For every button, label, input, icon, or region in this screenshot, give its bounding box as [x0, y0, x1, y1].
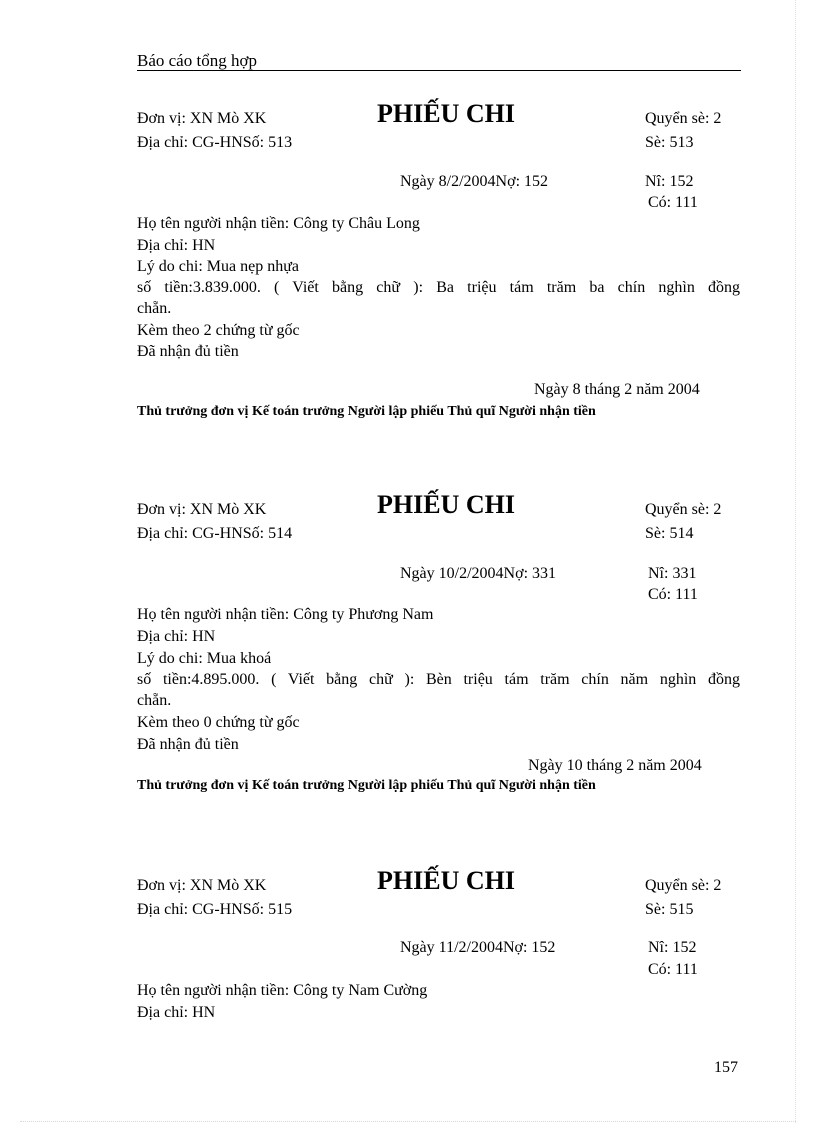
date-debit: Ngày 8/2/2004Nợ: 152 — [400, 173, 549, 190]
date-debit: Ngày 10/2/2004Nợ: 331 — [400, 565, 557, 582]
recipient-address: Địa chỉ: HN — [137, 628, 216, 645]
voucher-number: Sè: 514 — [645, 525, 694, 542]
address-number: Địa chỉ: CG-HNSố: 514 — [137, 525, 293, 542]
recipient-name: Họ tên người nhận tiền: Công ty Phương Nam — [137, 606, 434, 623]
payment-reason: Lý do chi: Mua khoá — [137, 650, 272, 667]
voucher-number: Sè: 513 — [645, 134, 694, 151]
unit-label: Đơn vị: XN Mò XK — [137, 877, 267, 894]
address-number: Địa chỉ: CG-HNSố: 515 — [137, 901, 293, 918]
recipient-name: Họ tên người nhận tiền: Công ty Nam Cường — [137, 982, 428, 999]
attachments: Kèm theo 2 chứng từ gốc — [137, 322, 300, 339]
unit-label: Đơn vị: XN Mò XK — [137, 110, 267, 127]
signing-date: Ngày 8 tháng 2 năm 2004 — [534, 381, 700, 398]
voucher-title: PHIẾU CHI — [377, 490, 515, 519]
received-note: Đã nhận đủ tiền — [137, 736, 239, 753]
credit-account: Có: 111 — [648, 194, 698, 211]
signing-date: Ngày 10 tháng 2 năm 2004 — [528, 757, 702, 774]
address-number: Địa chỉ: CG-HNSố: 513 — [137, 134, 293, 151]
header-rule — [137, 70, 741, 71]
book-number: Quyển sè: 2 — [645, 110, 722, 127]
recipient-address: Địa chỉ: HN — [137, 1004, 216, 1021]
credit-account: Có: 111 — [648, 586, 698, 603]
unit-label: Đơn vị: XN Mò XK — [137, 501, 267, 518]
signatures-row: Thủ trưởng đơn vị Kế toán trưởng Người lập phiếu Thủ quĩ Người nhận tiền — [137, 778, 596, 793]
received-note: Đã nhận đủ tiền — [137, 343, 239, 360]
page-bottom-border — [20, 1121, 796, 1122]
voucher-title: PHIẾU CHI — [377, 99, 515, 128]
debit-account: Nî: 152 — [648, 939, 697, 956]
amount-line: số tiền:3.839.000. ( Viết bằng chữ ): Ba triệu tám trăm ba chín nghìn đồng — [137, 279, 740, 296]
page-number: 157 — [714, 1059, 738, 1076]
amount-continued: chẵn. — [137, 300, 172, 317]
voucher-number: Sè: 515 — [645, 901, 694, 918]
debit-account: Nî: 152 — [645, 173, 694, 190]
amount-continued: chẵn. — [137, 692, 172, 709]
payment-reason: Lý do chi: Mua nẹp nhựa — [137, 258, 299, 275]
signatures-row: Thủ trưởng đơn vị Kế toán trưởng Người lập phiếu Thủ quĩ Người nhận tiền — [137, 404, 596, 419]
recipient-address: Địa chỉ: HN — [137, 237, 216, 254]
voucher-title: PHIẾU CHI — [377, 866, 515, 895]
page-right-border — [795, 0, 796, 1123]
report-header-title: Báo cáo tổng hợp — [137, 51, 257, 70]
book-number: Quyển sè: 2 — [645, 877, 722, 894]
amount-line: số tiền:4.895.000. ( Viết bằng chữ ): Bèn triệu tám trăm chín năm nghìn đồng — [137, 671, 740, 688]
recipient-name: Họ tên người nhận tiền: Công ty Châu Long — [137, 215, 420, 232]
book-number: Quyển sè: 2 — [645, 501, 722, 518]
debit-account: Nî: 331 — [648, 565, 697, 582]
credit-account: Có: 111 — [648, 961, 698, 978]
date-debit: Ngày 11/2/2004Nợ: 152 — [400, 939, 556, 956]
attachments: Kèm theo 0 chứng từ gốc — [137, 714, 300, 731]
